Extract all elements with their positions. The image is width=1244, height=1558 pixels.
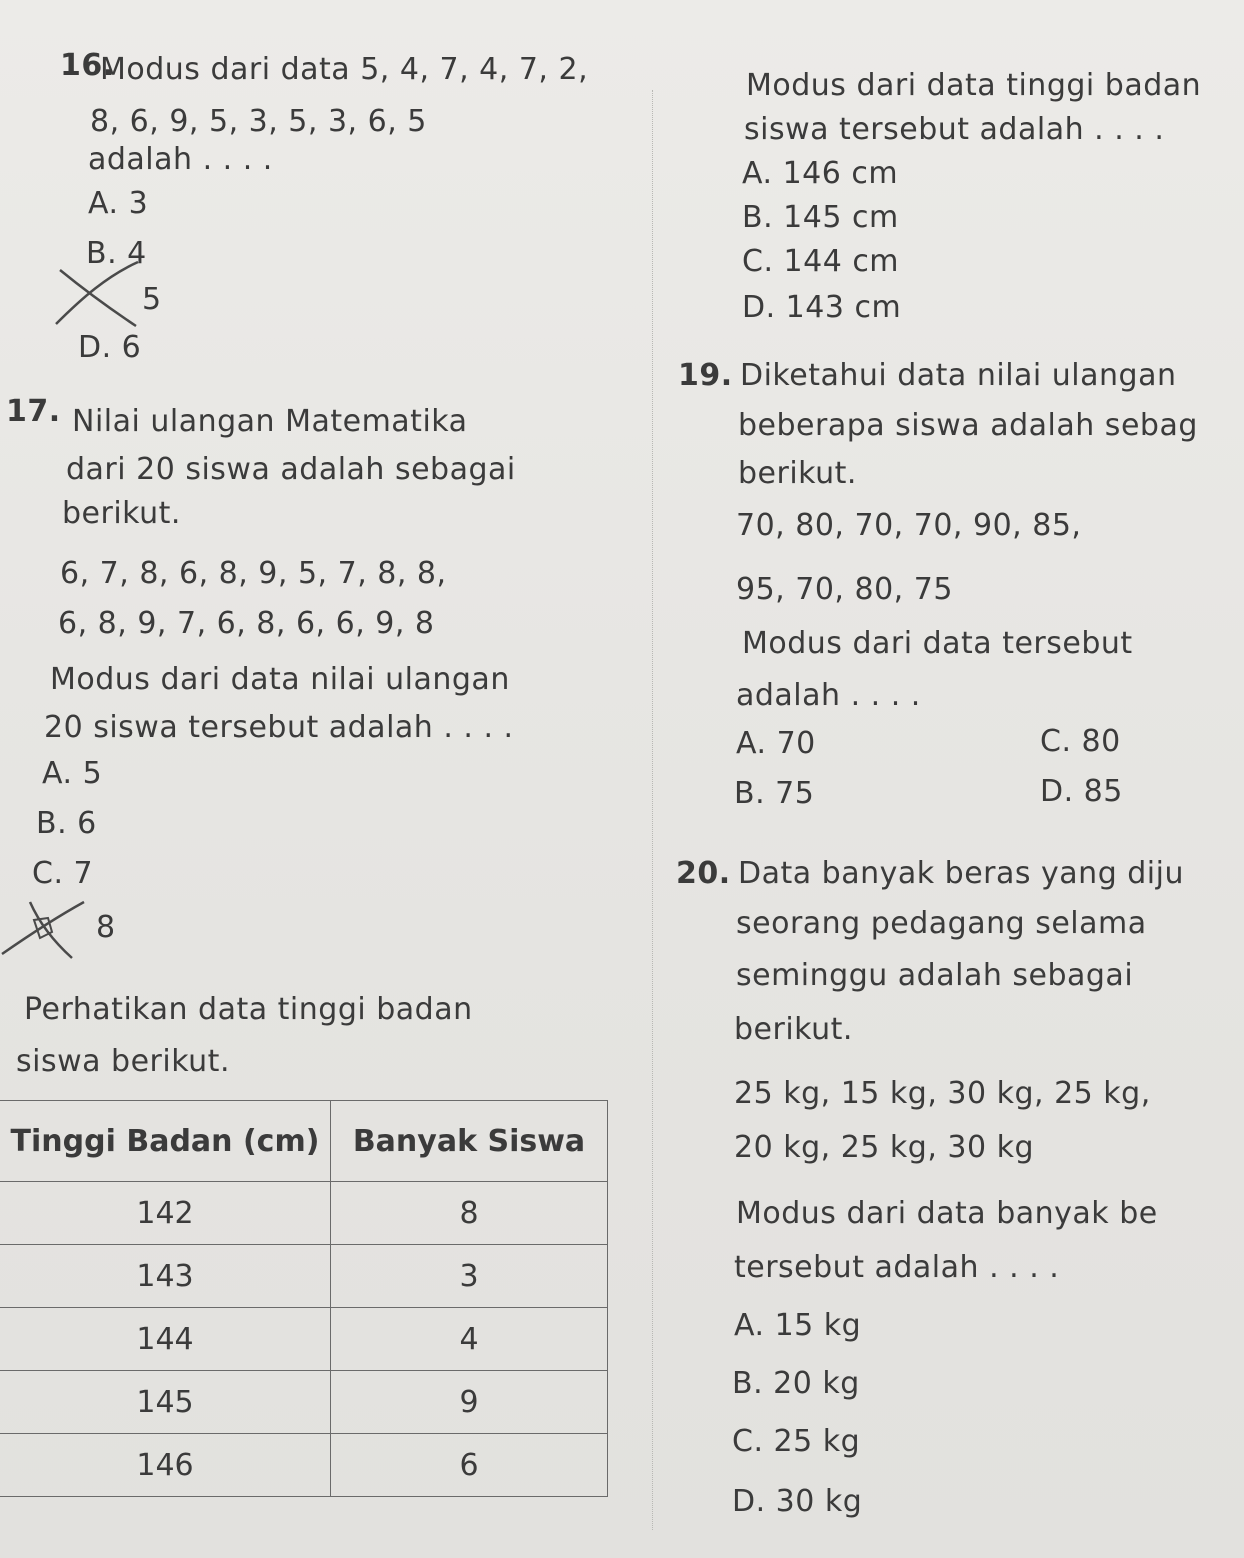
q17-stem-line-2: dari 20 siswa adalah sebagai	[66, 452, 516, 487]
q18-option-b[interactable]: B. 145 cm	[742, 200, 899, 235]
q17-stem-line-1: Nilai ulangan Matematika	[72, 404, 468, 439]
q16-answer-cross-mark	[52, 258, 142, 334]
q16-stem-line-2: 8, 6, 9, 5, 3, 5, 3, 6, 5	[90, 104, 427, 139]
q19-option-b[interactable]: B. 75	[734, 776, 815, 811]
q20-stem-line-1: Data banyak beras yang diju	[738, 856, 1184, 891]
q17-option-c[interactable]: C. 7	[32, 856, 94, 891]
q19-data-line-2: 95, 70, 80, 75	[736, 572, 953, 607]
q17-number: 17.	[6, 394, 61, 429]
table-cell-count: 3	[331, 1245, 608, 1308]
q17-data-line-1: 6, 7, 8, 6, 8, 9, 5, 7, 8, 8,	[60, 556, 447, 591]
q20-option-a[interactable]: A. 15 kg	[734, 1308, 862, 1343]
q19-data-line-1: 70, 80, 70, 70, 90, 85,	[736, 508, 1082, 543]
q18-intro-line-2: siswa berikut.	[16, 1044, 230, 1079]
table-cell-height: 146	[0, 1434, 331, 1497]
q18-option-d[interactable]: D. 143 cm	[742, 290, 902, 325]
q19-stem-line-3: berikut.	[738, 456, 857, 491]
table-cell-height: 142	[0, 1182, 331, 1245]
q16-option-b[interactable]: B. 4	[86, 236, 147, 271]
q19-question-line-2: adalah . . . .	[736, 678, 921, 713]
q19-option-a[interactable]: A. 70	[736, 726, 816, 761]
q18-intro-line-1: Perhatikan data tinggi badan	[24, 992, 473, 1027]
q19-option-d[interactable]: D. 85	[1040, 774, 1123, 809]
q19-stem-line-1: Diketahui data nilai ulangan	[740, 358, 1177, 393]
q17-option-d[interactable]: 8	[96, 910, 116, 945]
column-divider	[652, 90, 653, 1530]
q20-data-line-1: 25 kg, 15 kg, 30 kg, 25 kg,	[734, 1076, 1151, 1111]
table-row	[0, 1371, 608, 1434]
q20-option-d[interactable]: D. 30 kg	[732, 1484, 863, 1519]
q17-stem-line-3: berikut.	[62, 496, 181, 531]
table-row	[0, 1308, 608, 1371]
table-header-row	[0, 1101, 608, 1182]
table-cell-height: 144	[0, 1308, 331, 1371]
table-cell-count: 8	[331, 1182, 608, 1245]
q20-stem-line-4: berikut.	[734, 1012, 853, 1047]
q19-stem-line-2: beberapa siswa adalah sebag	[738, 408, 1198, 443]
q17-question-line-2: 20 siswa tersebut adalah . . . .	[44, 710, 514, 745]
q16-option-c[interactable]: 5	[142, 282, 162, 317]
q20-option-b[interactable]: B. 20 kg	[732, 1366, 860, 1401]
q16-stem-line-1: Modus dari data 5, 4, 7, 4, 7, 2,	[100, 52, 589, 87]
table-row	[0, 1434, 608, 1497]
table-cell-count: 4	[331, 1308, 608, 1371]
q20-stem-line-2: seorang pedagang selama	[736, 906, 1147, 941]
table-cell-count: 6	[331, 1434, 608, 1497]
q18-question-line-1: Modus dari data tinggi badan	[746, 68, 1202, 103]
table-header-count: Banyak Siswa	[331, 1101, 608, 1182]
q18-option-a[interactable]: A. 146 cm	[742, 156, 899, 191]
q17-option-a[interactable]: A. 5	[42, 756, 103, 791]
q17-data-line-2: 6, 8, 9, 7, 6, 8, 6, 6, 9, 8	[58, 606, 435, 641]
q18-option-c[interactable]: C. 144 cm	[742, 244, 900, 279]
table-header-height: Tinggi Badan (cm)	[0, 1101, 331, 1182]
table-row	[0, 1182, 608, 1245]
table-cell-count: 9	[331, 1371, 608, 1434]
q18-question-line-2: siswa tersebut adalah . . . .	[744, 112, 1165, 147]
q16-option-a[interactable]: A. 3	[88, 186, 149, 221]
q20-stem-line-3: seminggu adalah sebagai	[736, 958, 1134, 993]
q16-stem-line-3: adalah . . . .	[88, 142, 273, 177]
q16-number: 16.	[60, 48, 115, 83]
q20-data-line-2: 20 kg, 25 kg, 30 kg	[734, 1130, 1035, 1165]
q19-number: 19.	[678, 358, 733, 393]
q20-number: 20.	[676, 856, 731, 891]
q19-option-c[interactable]: C. 80	[1040, 724, 1121, 759]
q20-question-line-2: tersebut adalah . . . .	[734, 1250, 1060, 1285]
q20-question-line-1: Modus dari data banyak be	[736, 1196, 1158, 1231]
table-row	[0, 1245, 608, 1308]
q17-option-b[interactable]: B. 6	[36, 806, 97, 841]
q17-answer-cross-mark	[0, 898, 90, 962]
height-data-table	[0, 1100, 608, 1497]
q20-option-c[interactable]: C. 25 kg	[732, 1424, 861, 1459]
q19-question-line-1: Modus dari data tersebut	[742, 626, 1133, 661]
q16-option-d[interactable]: D. 6	[78, 330, 142, 365]
table-cell-height: 145	[0, 1371, 331, 1434]
q17-question-line-1: Modus dari data nilai ulangan	[50, 662, 510, 697]
table-cell-height: 143	[0, 1245, 331, 1308]
